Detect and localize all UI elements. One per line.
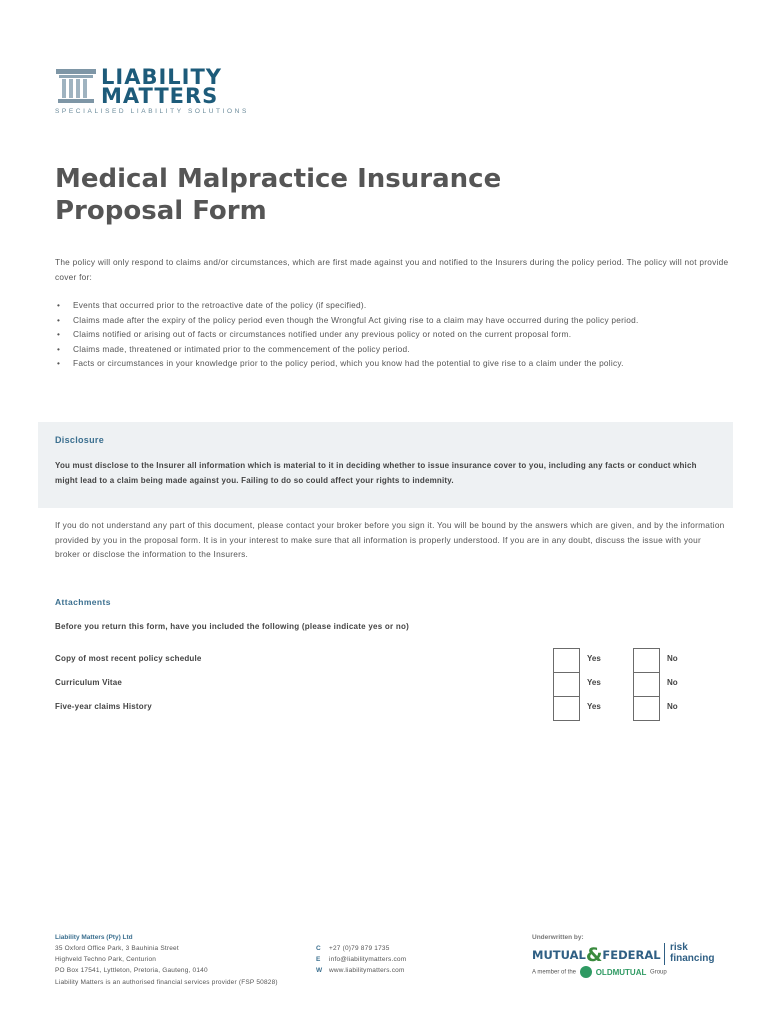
no-checkbox[interactable]: [633, 648, 660, 673]
no-checkbox[interactable]: [633, 696, 660, 721]
company-logo: [55, 66, 295, 118]
attachment-row-policy-schedule: [55, 648, 715, 672]
website-link[interactable]: www.liabilitymatters.com: [329, 967, 405, 974]
attachment-label: Five-year claims History: [55, 702, 152, 711]
email-link[interactable]: info@liabilitymatters.com: [329, 956, 407, 963]
disclosure-text: You must disclose to the Insurer all information which is material to it in deciding whether to issue insurance cover to you, including any facts or conduct which might lead to a claim being made against you. Failing to do so could affect your rights to indemnity.: [55, 461, 697, 485]
risk-word: risk: [670, 942, 688, 953]
list-item: • Events that occurred prior to the retroactive date of the policy (if specified).: [55, 298, 715, 313]
member-suffix: Group: [650, 969, 667, 976]
page-title: [55, 163, 501, 227]
footer-address-line: Highveld Techno Park, Centurion: [55, 956, 157, 963]
exclusions-list: [55, 298, 715, 371]
financing-word: financing: [670, 953, 715, 964]
brand-ampersand: &: [585, 944, 603, 966]
yes-checkbox[interactable]: [553, 696, 580, 721]
attachment-row-cv: [55, 672, 715, 696]
attachments-question: Before you return this form, have you included the following (please indicate yes or no): [55, 622, 410, 631]
yes-label: Yes: [587, 678, 601, 687]
footer-email: [316, 956, 406, 963]
no-label: No: [667, 654, 678, 663]
email-key: E: [316, 956, 321, 963]
intro-paragraph: The policy will only respond to claims and/or circumstances, which are first made against you and notified to the Insurers during the policy period. The policy will not provide cover for:: [55, 257, 729, 282]
logo-word-matters: MATTERS: [101, 84, 219, 108]
footer-fsp-line: Liability Matters is an authorised financial services provider (FSP 50828): [55, 979, 278, 986]
broker-paragraph: If you do not understand any part of this document, please contact your broker before you sign it. You will be bound by the answers which are given, and by the information provided by you in the proposal form. It is in your interest to make sure that all information is properly understood. If you are in any doubt, discuss the issue with your broker or disclose the information to the Insurers.: [55, 520, 725, 560]
list-item: • Claims notified or arising out of facts or circumstances notified under any previous policy or noted on the current proposal form.: [55, 327, 715, 342]
yes-label: Yes: [587, 702, 601, 711]
member-prefix: A member of the: [532, 969, 577, 976]
old-mutual-icon: [580, 966, 592, 978]
logo-tagline: SPECIALISED LIABILITY SOLUTIONS: [55, 108, 249, 115]
attachment-label: Copy of most recent policy schedule: [55, 654, 202, 663]
title-line-2: Proposal Form: [55, 196, 267, 226]
attachment-row-claims-history: [55, 696, 715, 720]
attachment-label: Curriculum Vitae: [55, 678, 123, 687]
footer-address-line: 35 Oxford Office Park, 3 Bauhinia Street: [55, 945, 179, 952]
website-key: W: [316, 967, 323, 974]
footer-company-name: Liability Matters (Pty) Ltd: [55, 934, 133, 941]
no-label: No: [667, 702, 678, 711]
yes-checkbox[interactable]: [553, 648, 580, 673]
footer-phone: [316, 945, 390, 952]
brand-federal: FEDERAL: [602, 948, 661, 962]
phone-value: +27 (0)79 879 1735: [329, 945, 390, 952]
phone-key: C: [316, 945, 321, 952]
pillar-icon: [55, 68, 97, 104]
disclosure-heading: Disclosure: [55, 435, 105, 445]
yes-checkbox[interactable]: [553, 672, 580, 697]
footer-address-line: PO Box 17541, Lyttleton, Pretoria, Gauteng, 0140: [55, 967, 208, 974]
mutual-federal-logo: [532, 944, 661, 966]
yes-label: Yes: [587, 654, 601, 663]
logo-word-liability: LIABILITY: [101, 65, 222, 89]
disclosure-box: [38, 422, 733, 508]
logo-divider: [664, 943, 665, 965]
old-mutual-member-line: [532, 966, 667, 978]
no-label: No: [667, 678, 678, 687]
title-line-1: Medical Malpractice Insurance: [55, 164, 502, 194]
risk-financing-logo: [670, 942, 714, 964]
list-item: • Facts or circumstances in your knowledge prior to the policy period, which you know had the potential to give rise to a claim under the policy.: [55, 356, 715, 371]
list-item: • Claims made, threatened or intimated prior to the commencement of the policy period.: [55, 342, 715, 357]
list-item: • Claims made after the expiry of the policy period even though the Wrongful Act giving rise to a claim may have occurred during the policy period.: [55, 313, 715, 328]
attachments-heading: Attachments: [55, 597, 111, 607]
old-mutual-name: OLDMUTUAL: [595, 967, 647, 977]
brand-mutual: MUTUAL: [532, 948, 586, 962]
underwritten-label: Underwritten by:: [532, 934, 584, 941]
footer-website: [316, 967, 405, 974]
no-checkbox[interactable]: [633, 672, 660, 697]
